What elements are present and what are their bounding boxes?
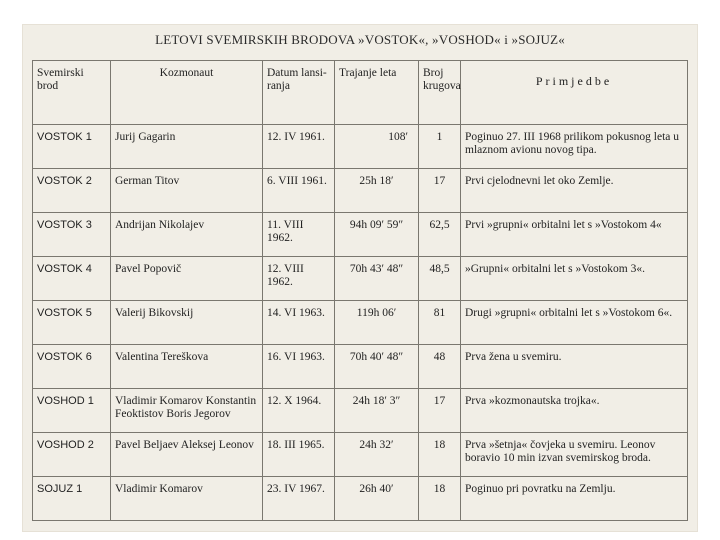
craft-cell: VOSTOK 4 xyxy=(33,257,111,301)
header-duration: Trajanje leta xyxy=(335,61,419,125)
orbits-cell: 18 xyxy=(419,477,461,521)
craft-cell: VOSHOD 1 xyxy=(33,389,111,433)
notes-cell: Prvi cjelodnevni let oko Zemlje. xyxy=(461,169,688,213)
craft-cell: VOSHOD 2 xyxy=(33,433,111,477)
date-cell: 16. VI 1963. xyxy=(263,345,335,389)
craft-cell: VOSTOK 1 xyxy=(33,125,111,169)
cosmonaut-cell: Andrijan Nikolajev xyxy=(111,213,263,257)
table-row xyxy=(33,125,688,169)
date-cell: 18. III 1965. xyxy=(263,433,335,477)
header-craft: Svemirski brod xyxy=(33,61,111,125)
table-row xyxy=(33,257,688,301)
cosmonaut-cell: German Titov xyxy=(111,169,263,213)
table-row xyxy=(33,477,688,521)
duration-cell: 70h 43′ 48″ xyxy=(335,257,419,301)
craft-cell: VOSTOK 2 xyxy=(33,169,111,213)
duration-cell: 108′ xyxy=(335,125,419,169)
table-header-row xyxy=(33,61,688,125)
header-orbits: Broj krugova xyxy=(419,61,461,125)
table-row xyxy=(33,301,688,345)
craft-cell: VOSTOK 3 xyxy=(33,213,111,257)
craft-cell: SOJUZ 1 xyxy=(33,477,111,521)
flights-table xyxy=(32,60,688,521)
table-row xyxy=(33,345,688,389)
cosmonaut-cell: Valerij Bikovskij xyxy=(111,301,263,345)
cosmonaut-cell: Valentina Tereškova xyxy=(111,345,263,389)
header-cosmonaut: Kozmonaut xyxy=(111,61,263,125)
duration-cell: 26h 40′ xyxy=(335,477,419,521)
date-cell: 12. X 1964. xyxy=(263,389,335,433)
date-cell: 12. IV 1961. xyxy=(263,125,335,169)
notes-cell: Prva žena u svemiru. xyxy=(461,345,688,389)
cosmonaut-cell: Pavel Popovič xyxy=(111,257,263,301)
orbits-cell: 17 xyxy=(419,389,461,433)
orbits-cell: 48 xyxy=(419,345,461,389)
duration-cell: 94h 09′ 59″ xyxy=(335,213,419,257)
notes-cell: Prva »kozmonautska trojka«. xyxy=(461,389,688,433)
orbits-cell: 62,5 xyxy=(419,213,461,257)
date-cell: 6. VIII 1961. xyxy=(263,169,335,213)
table-row xyxy=(33,169,688,213)
duration-cell: 24h 32′ xyxy=(335,433,419,477)
notes-cell: Poginuo pri povratku na Zemlju. xyxy=(461,477,688,521)
table-row xyxy=(33,433,688,477)
orbits-cell: 18 xyxy=(419,433,461,477)
craft-cell: VOSTOK 6 xyxy=(33,345,111,389)
header-notes: Primjedbe xyxy=(461,61,688,125)
date-cell: 12. VIII 1962. xyxy=(263,257,335,301)
duration-cell: 25h 18′ xyxy=(335,169,419,213)
table-row xyxy=(33,389,688,433)
duration-cell: 24h 18′ 3″ xyxy=(335,389,419,433)
duration-cell: 119h 06′ xyxy=(335,301,419,345)
cosmonaut-cell: Jurij Gagarin xyxy=(111,125,263,169)
date-cell: 23. IV 1967. xyxy=(263,477,335,521)
cosmonaut-cell: Pavel Beljaev Aleksej Leonov xyxy=(111,433,263,477)
orbits-cell: 17 xyxy=(419,169,461,213)
notes-cell: Poginuo 27. III 1968 prilikom pokusnog leta u mlaznom avionu novog tipa. xyxy=(461,125,688,169)
orbits-cell: 48,5 xyxy=(419,257,461,301)
orbits-cell: 81 xyxy=(419,301,461,345)
page-title: LETOVI SVEMIRSKIH BRODOVA »VOSTOK«, »VOSHOD« i »SOJUZ« xyxy=(155,32,565,47)
notes-cell: Drugi »grupni« orbitalni let s »Vostokom 6«. xyxy=(461,301,688,345)
duration-cell: 70h 40′ 48″ xyxy=(335,345,419,389)
cosmonaut-cell: Vladimir Komarov xyxy=(111,477,263,521)
cosmonaut-cell: Vladimir Komarov Konstantin Feoktistov Boris Jegorov xyxy=(111,389,263,433)
date-cell: 11. VIII 1962. xyxy=(263,213,335,257)
table-row xyxy=(33,213,688,257)
notes-cell: Prva »šetnja« čovjeka u svemiru. Leonov boravio 10 min izvan svemirskog broda. xyxy=(461,433,688,477)
scanned-page xyxy=(22,24,698,532)
notes-cell: »Grupni« orbitalni let s »Vostokom 3«. xyxy=(461,257,688,301)
header-date: Datum lansi- ranja xyxy=(263,61,335,125)
date-cell: 14. VI 1963. xyxy=(263,301,335,345)
notes-cell: Prvi »grupni« orbitalni let s »Vostokom 4« xyxy=(461,213,688,257)
craft-cell: VOSTOK 5 xyxy=(33,301,111,345)
orbits-cell: 1 xyxy=(419,125,461,169)
